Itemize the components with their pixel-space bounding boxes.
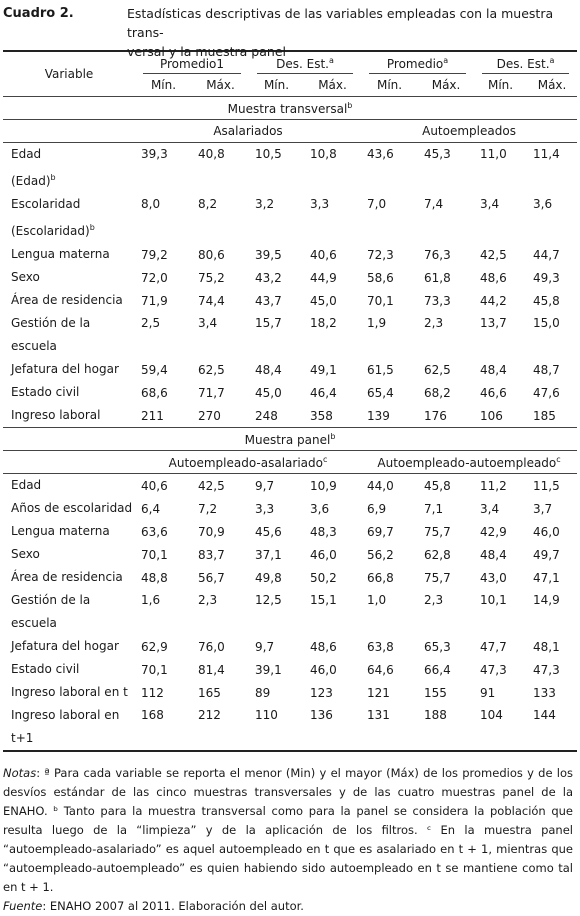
table-row	[3, 589, 577, 635]
table-cell: 48,6	[310, 639, 337, 654]
table-cell: 6,9	[367, 501, 387, 516]
table-cell: 12,5	[255, 593, 282, 607]
min-header: Mín.	[487, 78, 514, 92]
table-cell: 11,5	[533, 478, 560, 493]
table-cell: 248	[255, 408, 278, 423]
table-cell: 106	[480, 408, 503, 423]
table-cell: 46,4	[310, 385, 337, 400]
table-cell: 121	[367, 685, 390, 700]
table-cell: 74,4	[198, 293, 225, 308]
table-row	[3, 243, 577, 266]
table-cell: 123	[310, 685, 333, 700]
table-cell: 66,8	[367, 570, 394, 585]
table-row	[3, 658, 577, 681]
row-label: Gestión de la escuela	[11, 316, 91, 353]
table-cell: 70,1	[141, 547, 168, 562]
section2-title: Muestra panel$^b$	[244, 431, 336, 447]
table-cell: 56,7	[198, 570, 225, 585]
row-label: Ingreso laboral en t	[11, 685, 128, 699]
row-label: Edad	[11, 478, 42, 492]
table-cell: 58,6	[367, 270, 394, 285]
table-row	[3, 474, 577, 498]
table-cell: 39,1	[255, 662, 282, 677]
table-cell: 8,0	[141, 197, 161, 211]
table-cell: 49,3	[533, 270, 560, 285]
table-cell: 139	[367, 408, 390, 423]
max-header: Máx.	[318, 78, 347, 92]
table-cell: 10,9	[310, 478, 337, 493]
table-cell: 83,7	[198, 547, 225, 562]
table-cell: 63,8	[367, 639, 394, 654]
table-cell: 7,2	[198, 501, 218, 516]
row-label: Edad (Edad)$^b$	[11, 147, 56, 188]
group-header-3: Promedio$^a$	[361, 51, 474, 74]
section2-left-header: Autoempleado-asalariado$^c$	[168, 454, 328, 470]
min-header: Mín.	[376, 78, 403, 92]
table-cell: 212	[198, 708, 221, 722]
table-cell: 62,8	[424, 547, 451, 562]
max-header: Máx.	[206, 78, 235, 92]
table-cell: 45,3	[424, 147, 451, 161]
table-cell: 37,1	[255, 547, 282, 562]
table-cell: 3,3	[310, 197, 330, 211]
table-cell: 3,3	[255, 501, 275, 516]
table-cell: 68,2	[424, 385, 451, 400]
table-cell: 270	[198, 408, 221, 423]
table-cell: 89	[255, 685, 271, 700]
section1-right-header: Autoempleados	[422, 124, 516, 138]
table-row	[3, 358, 577, 381]
table-cell: 66,4	[424, 662, 451, 677]
table-row	[3, 497, 577, 520]
table-cell: 43,7	[255, 293, 282, 308]
table-cell: 1,0	[367, 593, 387, 607]
max-header: Máx.	[537, 78, 567, 92]
table-cell: 48,1	[533, 639, 560, 654]
section1-body	[3, 143, 577, 428]
table-cell: 44,2	[480, 293, 507, 308]
table-cell: 48,3	[310, 524, 337, 539]
table-cell: 49,1	[310, 362, 337, 377]
table-cell: 15,7	[255, 316, 282, 330]
table-title-line1: Estadísticas descriptivas de las variables empleadas con la muestra trans-	[127, 6, 554, 40]
table-cell: 39,3	[141, 147, 168, 161]
row-label: Estado civil	[11, 385, 80, 399]
section1-title: Muestra transversal$^b$	[227, 100, 353, 116]
table-cell: 76,3	[424, 247, 451, 262]
table-cell: 70,9	[198, 524, 225, 539]
table-cell: 133	[533, 685, 556, 700]
table-cell: 69,7	[367, 524, 394, 539]
table-cell: 9,7	[255, 639, 275, 654]
table-cell: 112	[141, 685, 164, 700]
section1-left-header: Asalariados	[213, 124, 283, 138]
table-cell: 45,8	[424, 478, 451, 493]
row-label: Lengua materna	[11, 524, 110, 538]
table-cell: 44,0	[367, 478, 394, 493]
section-subheader-row	[3, 120, 577, 143]
table-cell: 176	[424, 408, 447, 423]
table-cell: 81,4	[198, 662, 225, 677]
table-cell: 43,0	[480, 570, 507, 585]
row-label: Escolaridad (Escolaridad)$^b$	[11, 197, 95, 238]
table-row	[3, 681, 577, 704]
table-row	[3, 266, 577, 289]
table-cell: 11,4	[533, 147, 560, 161]
table-cell: 80,6	[198, 247, 225, 262]
table-cell: 110	[255, 708, 278, 722]
table-cell: 9,7	[255, 478, 275, 493]
min-header: Mín.	[263, 78, 290, 92]
notes-paragraph: Notas: ª Para cada variable se reporta el menor (Min) y el mayor (Máx) de los promedios y de los desvíos estándar de las cinco muestras transversales y de las cuatro muestras panel de la ENAHO. ᵇ Tanto para la muestra transversal como para la panel se considera la población que resulta luego de la “limpieza” y de la aplicación de los filtros. ᶜ En la muestra panel “autoempleado-asalariado” es aquel autoempleado en t que es asalariado en t + 1, mientras que “autoempleado-autoempleado” es quien habiendo sido autoempleado en t se mantiene como tal en t + 1.	[3, 766, 573, 894]
table-cell: 1,9	[367, 316, 387, 330]
table-cell: 358	[310, 408, 333, 423]
table-cell: 7,1	[424, 501, 444, 516]
min-header: Mín.	[150, 78, 177, 92]
table-cell: 76,0	[198, 639, 225, 654]
table-cell: 70,1	[367, 293, 394, 308]
table-cell: 47,7	[480, 639, 507, 654]
table-cell: 188	[424, 708, 447, 722]
table-notes	[3, 764, 577, 916]
table-row	[3, 312, 577, 358]
table-cell: 45,0	[310, 293, 337, 308]
section-subheader-row	[3, 451, 577, 474]
section-title-row	[3, 428, 577, 451]
table-cell: 40,6	[310, 247, 337, 262]
table-cell: 43,2	[255, 270, 282, 285]
table-cell: 3,4	[480, 197, 500, 211]
row-label: Jefatura del hogar	[11, 639, 119, 653]
table-cell: 50,2	[310, 570, 337, 585]
table-cell: 3,4	[198, 316, 218, 330]
table-cell: 64,6	[367, 662, 394, 677]
row-label: Ingreso laboral en t+1	[11, 708, 120, 745]
table-cell: 72,3	[367, 247, 394, 262]
table-cell: 2,5	[141, 316, 161, 330]
table-cell: 70,1	[141, 662, 168, 677]
table-header	[3, 0, 577, 59]
table-cell: 136	[310, 708, 333, 722]
table-cell: 3,7	[533, 501, 553, 516]
table-cell: 13,7	[480, 316, 507, 330]
table-cell: 46,0	[310, 547, 337, 562]
table-cell: 62,5	[198, 362, 225, 377]
section2-right-header: Autoempleado-autoempleado$^c$	[377, 454, 561, 470]
table-cell: 2,3	[198, 593, 218, 607]
table-cell: 168	[141, 708, 164, 722]
table-cell: 56,2	[367, 547, 394, 562]
table-cell: 47,1	[533, 570, 560, 585]
table-cell: 8,2	[198, 197, 218, 211]
row-label: Jefatura del hogar	[11, 362, 119, 376]
table-cell: 3,4	[480, 501, 500, 516]
table-cell: 62,5	[424, 362, 451, 377]
table-cell: 75,2	[198, 270, 225, 285]
statistics-table	[3, 50, 577, 752]
table-cell: 63,6	[141, 524, 168, 539]
row-label: Lengua materna	[11, 247, 110, 261]
table-cell: 42,9	[480, 524, 507, 539]
max-header: Máx.	[431, 78, 461, 92]
table-cell: 46,0	[533, 524, 560, 539]
table-label: Cuadro 2.	[3, 6, 74, 21]
table-row	[3, 143, 577, 194]
group-header-1: Promedio1	[135, 51, 249, 74]
table-cell: 2,3	[424, 316, 444, 330]
table-title	[127, 4, 577, 59]
section-title-row	[3, 97, 577, 120]
table-cell: 79,2	[141, 247, 168, 262]
table-cell: 165	[198, 685, 221, 700]
table-cell: 1,6	[141, 593, 161, 607]
table-cell: 144	[533, 708, 556, 722]
variable-header: Variable	[3, 51, 135, 97]
table-cell: 39,5	[255, 247, 282, 262]
table-cell: 3,2	[255, 197, 275, 211]
table-row	[3, 543, 577, 566]
table-cell: 42,5	[480, 247, 507, 262]
table-cell: 40,8	[198, 147, 225, 161]
table-cell: 211	[141, 408, 164, 423]
table-cell: 47,3	[480, 662, 507, 677]
table-cell: 45,8	[533, 293, 560, 308]
table-cell: 6,4	[141, 501, 161, 516]
table-cell: 71,7	[198, 385, 225, 400]
table-row	[3, 404, 577, 428]
table-cell: 91	[480, 685, 496, 700]
table-row	[3, 381, 577, 404]
table-cell: 11,2	[480, 478, 507, 493]
table-cell: 75,7	[424, 524, 451, 539]
table-cell: 10,1	[480, 593, 507, 607]
table-cell: 104	[480, 708, 503, 722]
section2-body	[3, 474, 577, 752]
table-cell: 72,0	[141, 270, 168, 285]
row-label: Ingreso laboral	[11, 408, 101, 422]
table-cell: 185	[533, 408, 556, 423]
row-label: Gestión de la escuela	[11, 593, 91, 630]
row-label: Área de residencia	[11, 293, 123, 307]
table-row	[3, 520, 577, 543]
table-cell: 47,3	[533, 662, 560, 677]
row-label: Área de residencia	[11, 570, 123, 584]
table-cell: 61,5	[367, 362, 394, 377]
table-cell: 42,5	[198, 478, 225, 493]
table-cell: 45,6	[255, 524, 282, 539]
row-label: Sexo	[11, 270, 40, 284]
table-cell: 48,6	[480, 270, 507, 285]
table-cell: 7,0	[367, 197, 387, 211]
row-label: Sexo	[11, 547, 40, 561]
table-cell: 155	[424, 685, 447, 700]
table-cell: 44,7	[533, 247, 560, 262]
table-cell: 14,9	[533, 593, 560, 607]
table-cell: 131	[367, 708, 390, 722]
table-cell: 68,6	[141, 385, 168, 400]
table-cell: 65,4	[367, 385, 394, 400]
table-cell: 48,7	[533, 362, 560, 377]
table-cell: 73,3	[424, 293, 451, 308]
table-cell: 59,4	[141, 362, 168, 377]
table-cell: 71,9	[141, 293, 168, 308]
table-title-line2: versal y la muestra panel	[127, 44, 286, 59]
table-cell: 11,0	[480, 147, 507, 161]
table-cell: 48,4	[480, 547, 507, 562]
row-label: Años de escolaridad	[11, 501, 133, 515]
table-cell: 18,2	[310, 316, 337, 330]
table-cell: 45,0	[255, 385, 282, 400]
table-cell: 48,4	[255, 362, 282, 377]
table-cell: 7,4	[424, 197, 444, 211]
column-group-row	[3, 51, 577, 74]
table-row	[3, 289, 577, 312]
table-cell: 46,6	[480, 385, 507, 400]
table-cell: 46,0	[310, 662, 337, 677]
table-cell: 49,7	[533, 547, 560, 562]
table-cell: 10,5	[255, 147, 282, 161]
table-cell: 40,6	[141, 478, 168, 493]
table-cell: 2,3	[424, 593, 444, 607]
table-cell: 44,9	[310, 270, 337, 285]
table-cell: 65,3	[424, 639, 451, 654]
table-cell: 48,4	[480, 362, 507, 377]
table-cell: 3,6	[310, 501, 330, 516]
table-cell: 75,7	[424, 570, 451, 585]
group-header-4: Des. Est.$^a$	[474, 51, 577, 74]
row-label: Estado civil	[11, 662, 80, 676]
table-row	[3, 193, 577, 243]
table-cell: 15,0	[533, 316, 560, 330]
table-cell: 10,8	[310, 147, 337, 161]
table-row	[3, 635, 577, 658]
table-row	[3, 704, 577, 751]
table-cell: 3,6	[533, 197, 553, 211]
source-line: Fuente: ENAHO 2007 al 2011. Elaboración del autor.	[3, 899, 304, 913]
table-cell: 15,1	[310, 593, 337, 607]
table-row	[3, 566, 577, 589]
table-cell: 48,8	[141, 570, 168, 585]
table-cell: 61,8	[424, 270, 451, 285]
table-cell: 49,8	[255, 570, 282, 585]
table-cell: 47,6	[533, 385, 560, 400]
table-cell: 62,9	[141, 639, 168, 654]
group-header-2: Des. Est.$^a$	[249, 51, 361, 74]
table-cell: 43,6	[367, 147, 394, 161]
